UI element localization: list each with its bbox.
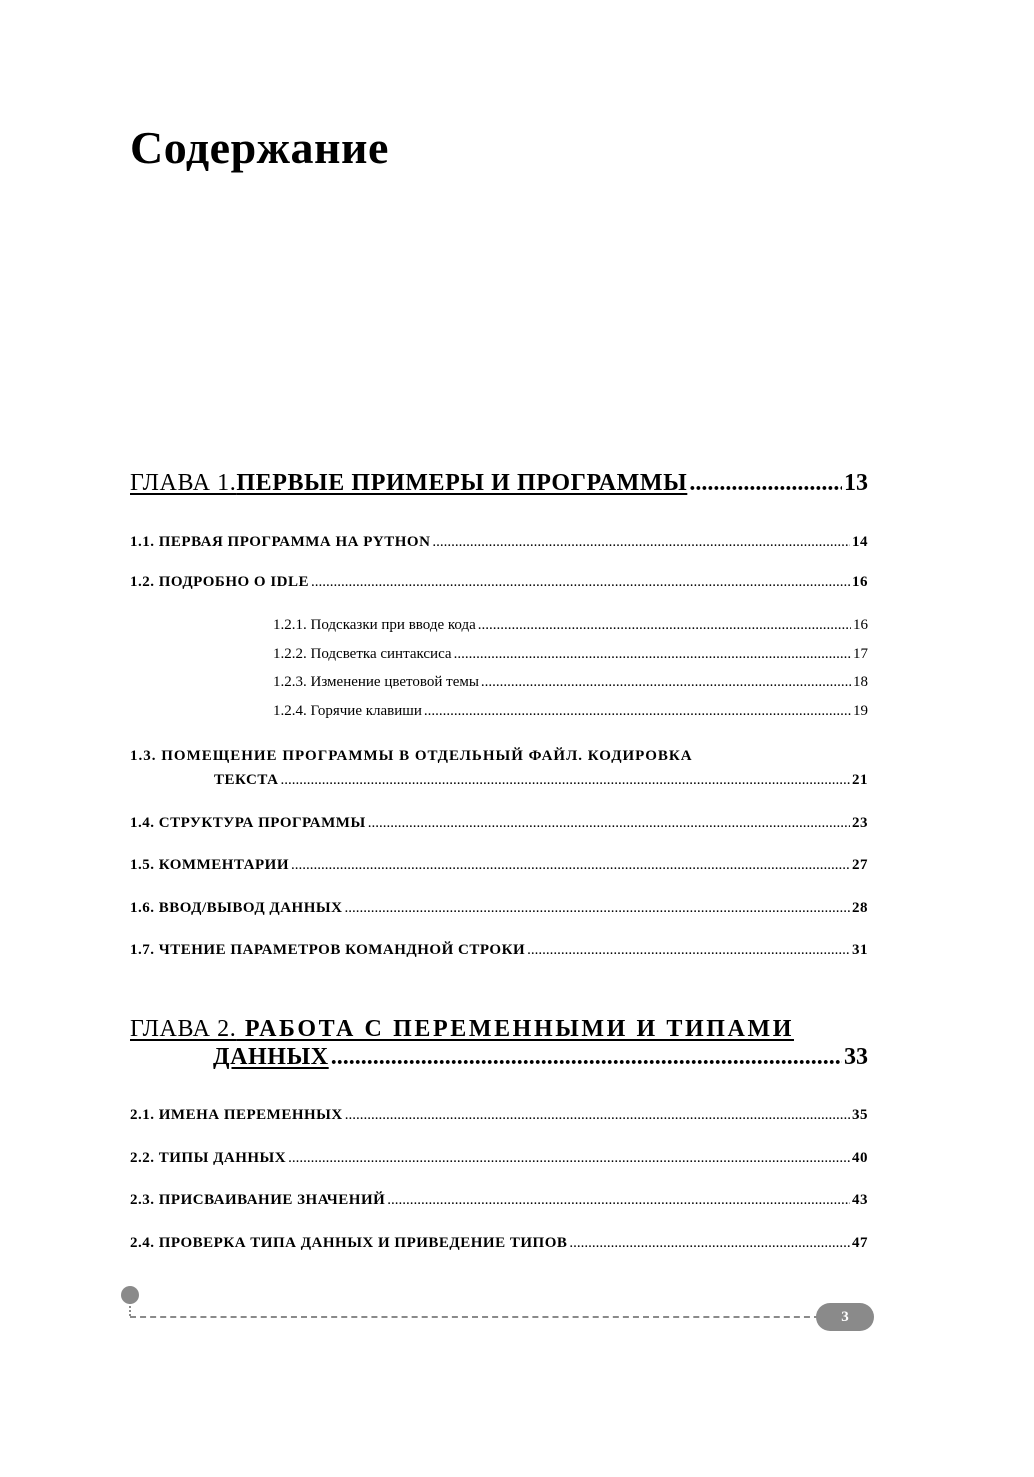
dot-leader (481, 674, 851, 691)
toc-section-1-1[interactable] (130, 534, 868, 551)
dot-leader (344, 900, 850, 917)
section-page-number: 31 (852, 942, 868, 958)
dot-leader (454, 646, 851, 663)
section-page-number: 43 (852, 1192, 868, 1208)
dot-leader (368, 815, 850, 832)
section-page-number: 14 (852, 534, 868, 550)
section-title: 1.5. КОММЕНТАРИИ (130, 857, 289, 873)
dot-leader (689, 470, 842, 497)
toc-section-1-2[interactable] (130, 574, 868, 591)
toc-chapter-1[interactable] (130, 470, 868, 497)
section-title: 2.3. ПРИСВАИВАНИЕ ЗНАЧЕНИЙ (130, 1192, 386, 1208)
subsection-page-number: 18 (853, 674, 868, 690)
chapter-title: ПЕРВЫЕ ПРИМЕРЫ И ПРОГРАММЫ (236, 470, 688, 496)
subsection-page-number: 19 (853, 703, 868, 719)
dot-leader (424, 703, 851, 720)
dot-leader (280, 772, 850, 789)
toc-section-2-2[interactable] (130, 1150, 868, 1167)
chapter-page-number: 13 (844, 470, 868, 496)
dot-leader (288, 1150, 850, 1167)
toc-chapter-2-title-line1[interactable] (130, 1016, 794, 1043)
toc-subsection-1-2-2[interactable] (273, 646, 868, 663)
page-title: Содержание (130, 122, 389, 173)
chapter-page-number: 33 (844, 1044, 868, 1070)
section-page-number: 35 (852, 1107, 868, 1123)
chapter-label: ГЛАВА 2. (130, 1016, 237, 1042)
section-page-number: 28 (852, 900, 868, 916)
section-title: 1.7. ЧТЕНИЕ ПАРАМЕТРОВ КОМАНДНОЙ СТРОКИ (130, 942, 526, 958)
footer-stem (129, 1302, 131, 1316)
section-title: 2.1. ИМЕНА ПЕРЕМЕННЫХ (130, 1107, 343, 1123)
page-number-badge: 3 (816, 1303, 874, 1331)
dot-leader (331, 1044, 842, 1071)
section-title: 1.2. ПОДРОБНО О IDLE (130, 574, 309, 590)
toc-section-2-1[interactable] (130, 1107, 868, 1124)
dot-leader (345, 1107, 850, 1124)
subsection-title: 1.2.1. Подсказки при вводе кода (273, 617, 476, 633)
section-page-number: 21 (852, 772, 868, 788)
toc-section-1-6[interactable] (130, 900, 868, 917)
section-title: 1.4. СТРУКТУРА ПРОГРАММЫ (130, 815, 366, 831)
toc-section-1-4[interactable] (130, 815, 868, 832)
dot-leader (311, 574, 850, 591)
section-title: 1.1. ПЕРВАЯ ПРОГРАММА НА PYTHON (130, 534, 431, 550)
section-title: 2.2. ТИПЫ ДАННЫХ (130, 1150, 287, 1166)
toc-subsection-1-2-3[interactable] (273, 674, 868, 691)
dot-leader (527, 942, 850, 959)
dot-leader (387, 1192, 850, 1209)
chapter-title: РАБОТА С ПЕРЕМЕННЫМИ И ТИПАМИ (236, 1016, 794, 1042)
toc-section-2-4[interactable] (130, 1235, 868, 1252)
toc-chapter-2[interactable] (213, 1044, 868, 1071)
section-page-number: 40 (852, 1150, 868, 1166)
toc-subsection-1-2-1[interactable] (273, 617, 868, 634)
dot-leader (291, 857, 850, 874)
chapter-title-line2: ДАННЫХ (213, 1044, 329, 1070)
dot-leader (569, 1235, 850, 1252)
section-title: 2.4. ПРОВЕРКА ТИПА ДАННЫХ И ПРИВЕДЕНИЕ ТИПОВ (130, 1235, 568, 1251)
section-title: 1.6. ВВОД/ВЫВОД ДАННЫХ (130, 900, 343, 916)
section-page-number: 23 (852, 815, 868, 831)
subsection-page-number: 16 (853, 617, 868, 633)
section-page-number: 47 (852, 1235, 868, 1251)
toc-section-1-7[interactable] (130, 942, 868, 959)
toc-section-2-3[interactable] (130, 1192, 868, 1209)
subsection-title: 1.2.2. Подсветка синтаксиса (273, 646, 452, 662)
section-page-number: 27 (852, 857, 868, 873)
dot-leader (478, 617, 851, 634)
subsection-page-number: 17 (853, 646, 868, 662)
chapter-label: ГЛАВА 1. (130, 470, 237, 496)
subsection-title: 1.2.3. Изменение цветовой темы (273, 674, 479, 690)
toc-subsection-1-2-4[interactable] (273, 703, 868, 720)
toc-section-1-3-title-line1[interactable]: 1.3. ПОМЕЩЕНИЕ ПРОГРАММЫ В ОТДЕЛЬНЫЙ ФАЙЛ. КОДИРОВКА (130, 748, 693, 764)
section-page-number: 16 (852, 574, 868, 590)
footer-divider (130, 1316, 820, 1318)
section-title-line2: ТЕКСТА (214, 772, 279, 788)
dot-leader (432, 534, 850, 551)
subsection-title: 1.2.4. Горячие клавиши (273, 703, 422, 719)
toc-section-1-3[interactable] (214, 772, 868, 789)
toc-section-1-5[interactable] (130, 857, 868, 874)
